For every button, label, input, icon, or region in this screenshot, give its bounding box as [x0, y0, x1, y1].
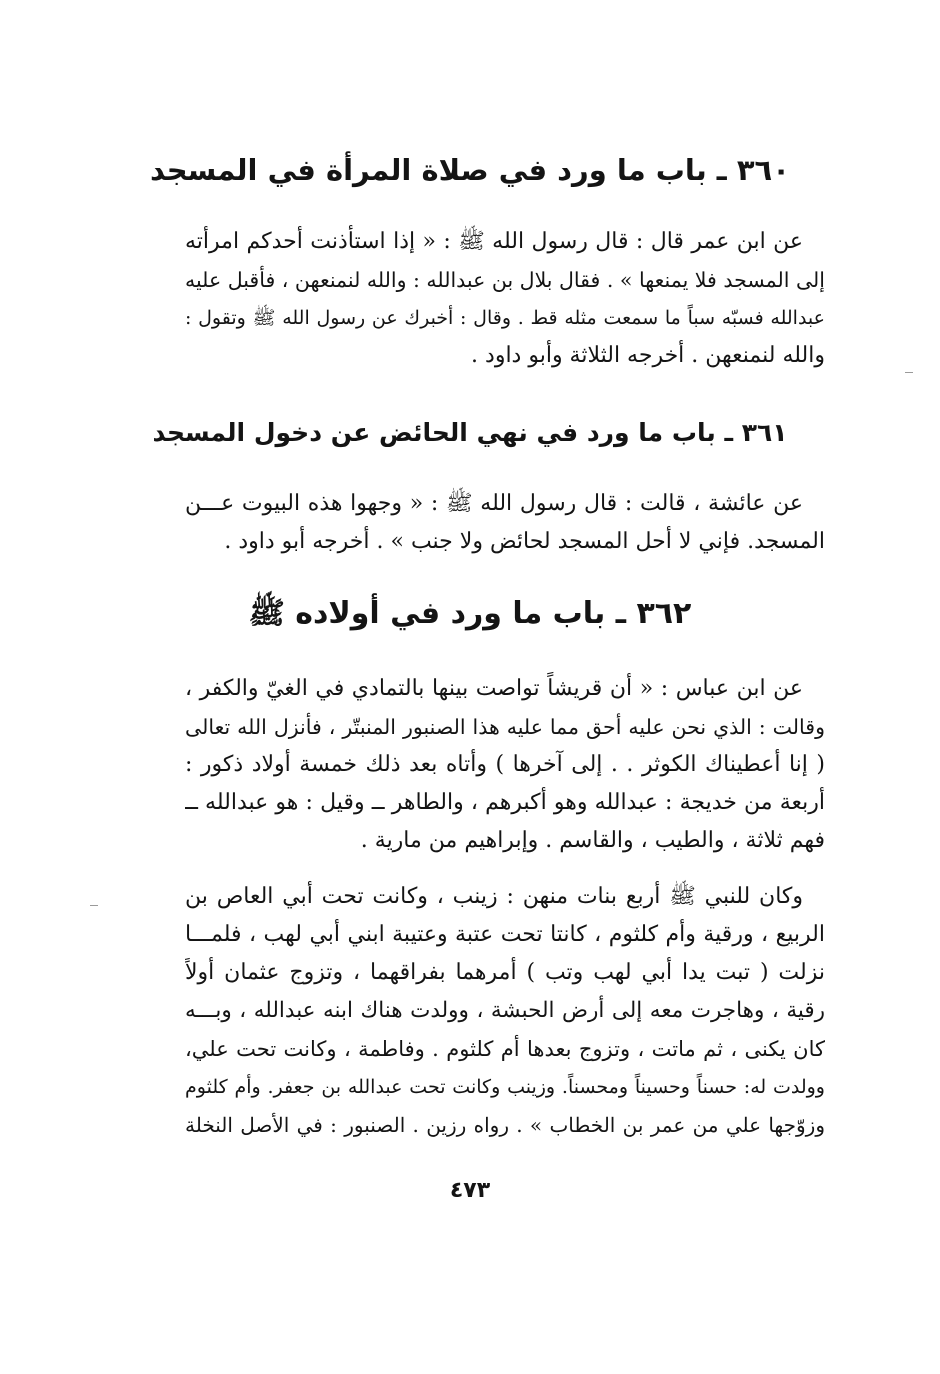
scan-margin-mark [90, 905, 98, 906]
paragraph-line: وكان للنبي ﷺ أربع بنات منهن : زينب ، وكانت تحت أبي العاص بن [185, 884, 803, 909]
paragraph-line: والله لنمنعهن . أخرجه الثلاثة وأبو داود . [471, 343, 825, 368]
section-362-paragraph-1 [185, 670, 825, 860]
section-heading-361: ٣٦١ ـ باب ما ورد في نهي الحائض عن دخول المسجد [152, 418, 788, 447]
paragraph-line: فهم ثلاثة ، والطيب ، والقاسم . وإبراهيم من مارية . [360, 828, 825, 853]
scan-margin-mark [905, 372, 913, 373]
paragraph-line: عن ابن عباس : « أن قريشاً تواصت بينها بالتمادي في الغيّ والكفر ، [185, 676, 803, 701]
section-360-paragraph [185, 223, 825, 375]
paragraph-line: عن عائشة ، قالت : قال رسول الله ﷺ : « وجهوا هذه البيوت عـــن [185, 491, 803, 516]
paragraph-line: الربيع ، ورقية وأم كلثوم ، كانتا تحت عتبة وعتيبة ابني أبي لهب ، فلمـــا [185, 922, 825, 947]
paragraph-line: المسجد. فإني لا أحل المسجد لحائض ولا جنب » . أخرجه أبو داود . [224, 529, 825, 554]
paragraph-line: نزلت ( تبت يدا أبي لهب وتب ) أمرهما بفراقهما ، وتزوج عثمان أولاً [185, 960, 825, 985]
page-number: ٤٧٣ [449, 1178, 491, 1203]
paragraph-line: وزوّجها علي من عمر بن الخطاب » . رواه رزين . الصنبور : في الأصل النخلة [185, 1113, 825, 1137]
section-heading-362: ٣٦٢ ـ باب ما ورد في أولاده ﷺ [248, 596, 692, 631]
section-361-paragraph [185, 485, 825, 561]
paragraph-line: كان يكنى ، ثم ماتت ، وتزوج بعدها أم كلثوم . وفاطمة ، وكانت تحت علي، [185, 1037, 825, 1061]
paragraph-line: إلى المسجد فلا يمنعها » . فقال بلال بن عبدالله : والله لنمنعهن ، فأقبل عليه [185, 268, 825, 292]
paragraph-line: عبدالله فسبّه سباً ما سمعت مثله قط . وقال : أخبرك عن رسول الله ﷺ وتقول : [185, 307, 825, 329]
section-heading-360: ٣٦٠ ـ باب ما ورد في صلاة المرأة في المسجد [150, 153, 790, 187]
section-362-paragraph-2 [185, 878, 825, 1144]
paragraph-line: عن ابن عمر قال : قال رسول الله ﷺ : « إذا استأذنت أحدكم امرأته [185, 229, 803, 254]
paragraph-line: ( إنا أعطيناك الكوثر . . إلى آخرها ) وأتاه بعد ذلك خمسة أولاد ذكور : [185, 752, 825, 777]
paragraph-line: رقية ، وهاجرت معه إلى أرض الحبشة ، وولدت هناك ابنه عبدالله ، وبـــه [185, 998, 825, 1023]
paragraph-line: وولدت له: حسناً وحسيناً ومحسناً. وزينب وكانت تحت عبدالله بن جعفر. وأم كلثوم [185, 1076, 825, 1098]
paragraph-line: وقالت : الذي نحن عليه أحق مما عليه هذا الصنبور المنبتّر ، فأنزل الله تعالى [185, 715, 825, 739]
paragraph-line: أربعة من خديجة : عبدالله وهو أكبرهم ، والطاهر ــ وقيل : هو عبدالله ــ [185, 790, 825, 815]
